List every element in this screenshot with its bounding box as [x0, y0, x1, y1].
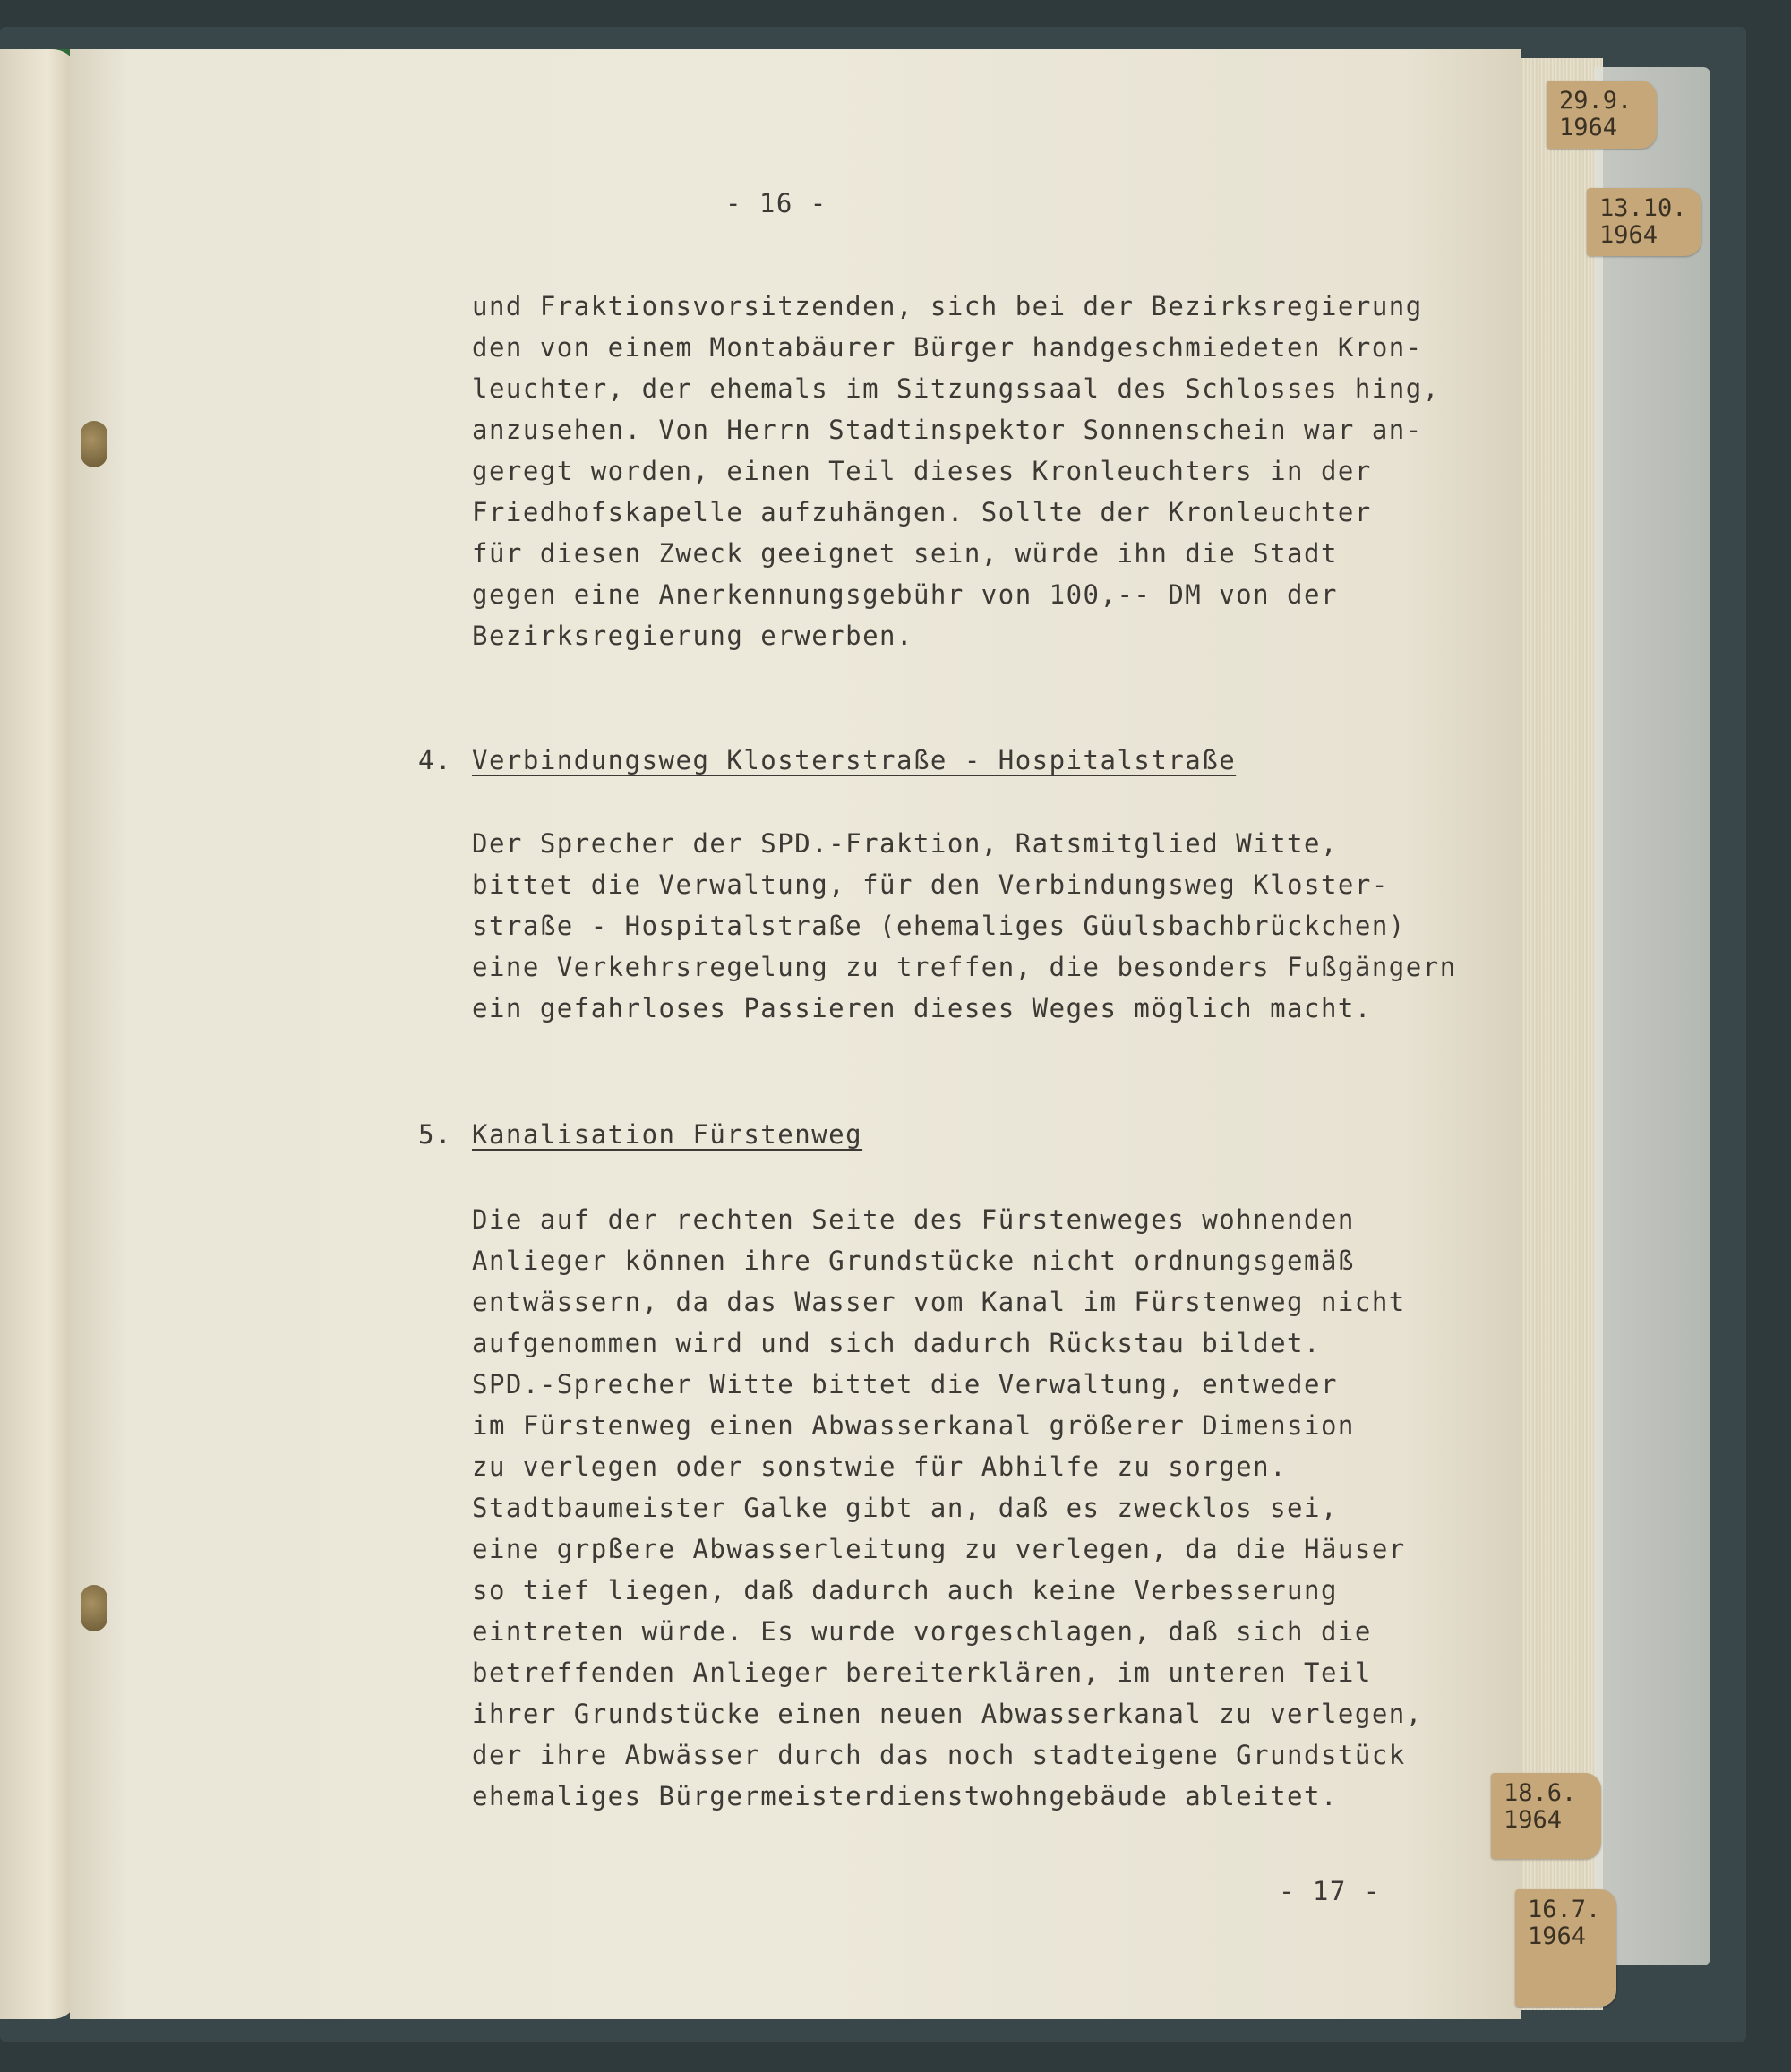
section-5-line: Die auf der rechten Seite des Fürstenweges wohnenden	[472, 1204, 1355, 1235]
date-tab[interactable]	[1491, 1773, 1601, 1859]
date-tab[interactable]	[1547, 81, 1657, 149]
intro-line: anzusehen. Von Herrn Stadtinspektor Sonnenschein war an-	[472, 415, 1423, 445]
date-tab-year: 1964	[1504, 1806, 1563, 1834]
protective-sheet	[1594, 67, 1710, 1965]
section-5-line: eintreten würde. Es wurde vorgeschlagen, daß sich die	[472, 1616, 1372, 1647]
section-5-heading: Kanalisation Fürstenweg	[472, 1119, 863, 1150]
section-5-line: Anlieger können ihre Grundstücke nicht ordnungsgemäß	[472, 1246, 1355, 1276]
section-5-line: der ihre Abwässer durch das noch stadteigene Grundstück	[472, 1740, 1406, 1770]
section-4-line: eine Verkehrsregelung zu treffen, die besonders Fußgängern	[472, 952, 1457, 982]
section-5-line: betreffenden Anlieger bereiterklären, im unteren Teil	[472, 1657, 1372, 1688]
date-tab-day: 18.6.	[1504, 1779, 1577, 1807]
binder-ring-bottom	[81, 1585, 107, 1631]
section-4-line: straße - Hospitalstraße (ehemaliges Güulsbachbrückchen)	[472, 911, 1406, 941]
date-tab-year: 1964	[1528, 1922, 1587, 1950]
intro-line: den von einem Montabäurer Bürger handgeschmiedeten Kron-	[472, 332, 1423, 363]
intro-line: Bezirksregierung erwerben.	[472, 621, 913, 651]
date-tab-year: 1964	[1599, 221, 1658, 249]
section-5-line: so tief liegen, daß dadurch auch keine Verbesserung	[472, 1575, 1338, 1605]
date-tab-year: 1964	[1559, 114, 1618, 141]
section-5-line: zu verlegen oder sonstwie für Abhilfe zu sorgen.	[472, 1451, 1288, 1482]
date-tab-day: 13.10.	[1599, 194, 1687, 222]
section-4-line: ein gefahrloses Passieren dieses Weges möglich macht.	[472, 993, 1372, 1023]
section-5-line: eine grpßere Abwasserleitung zu verlegen, da die Häuser	[472, 1534, 1406, 1564]
date-tab-day: 29.9.	[1559, 87, 1632, 115]
section-4-line: Der Sprecher der SPD.-Fraktion, Ratsmitglied Witte,	[472, 828, 1338, 859]
date-tab[interactable]	[1587, 188, 1701, 256]
intro-line: leuchter, der ehemals im Sitzungssaal des Schlosses hing,	[472, 373, 1440, 404]
next-page-indicator: - 17 -	[1279, 1876, 1381, 1906]
section-4-heading: Verbindungsweg Klosterstraße - Hospitalstraße	[472, 745, 1237, 775]
section-4-line: bittet die Verwaltung, für den Verbindungsweg Kloster-	[472, 869, 1389, 900]
page-stack-edge	[1513, 58, 1603, 2010]
intro-line: gegen eine Anerkennungsgebühr von 100,-- DM von der	[472, 579, 1338, 610]
section-5-line: ihrer Grundstücke einen neuen Abwasserkanal zu verlegen,	[472, 1699, 1423, 1729]
binder-ring-top	[81, 421, 107, 467]
section-5-line: ehemaliges Bürgermeisterdienstwohngebäude ableitet.	[472, 1781, 1338, 1811]
section-5-line: aufgenommen wird und sich dadurch Rückstau bildet.	[472, 1328, 1321, 1358]
section-4-number: 4.	[418, 745, 452, 775]
intro-line: geregt worden, einen Teil dieses Kronleuchters in der	[472, 456, 1372, 486]
intro-line: für diesen Zweck geeignet sein, würde ihn die Stadt	[472, 538, 1338, 569]
section-5-line: Stadtbaumeister Galke gibt an, daß es zwecklos sei,	[472, 1493, 1338, 1523]
section-5-number: 5.	[418, 1119, 452, 1150]
intro-line: Friedhofskapelle aufzuhängen. Sollte der Kronleuchter	[472, 497, 1372, 527]
date-tab-day: 16.7.	[1528, 1896, 1601, 1923]
section-5-line: SPD.-Sprecher Witte bittet die Verwaltung, entweder	[472, 1369, 1338, 1400]
date-tab[interactable]	[1515, 1889, 1616, 2007]
page-number-header: - 16 -	[725, 188, 827, 218]
section-5-line: im Fürstenweg einen Abwasserkanal größerer Dimension	[472, 1410, 1355, 1441]
section-5-line: entwässern, da das Wasser vom Kanal im Fürstenweg nicht	[472, 1287, 1406, 1317]
intro-line: und Fraktionsvorsitzenden, sich bei der Bezirksregierung	[472, 291, 1423, 321]
